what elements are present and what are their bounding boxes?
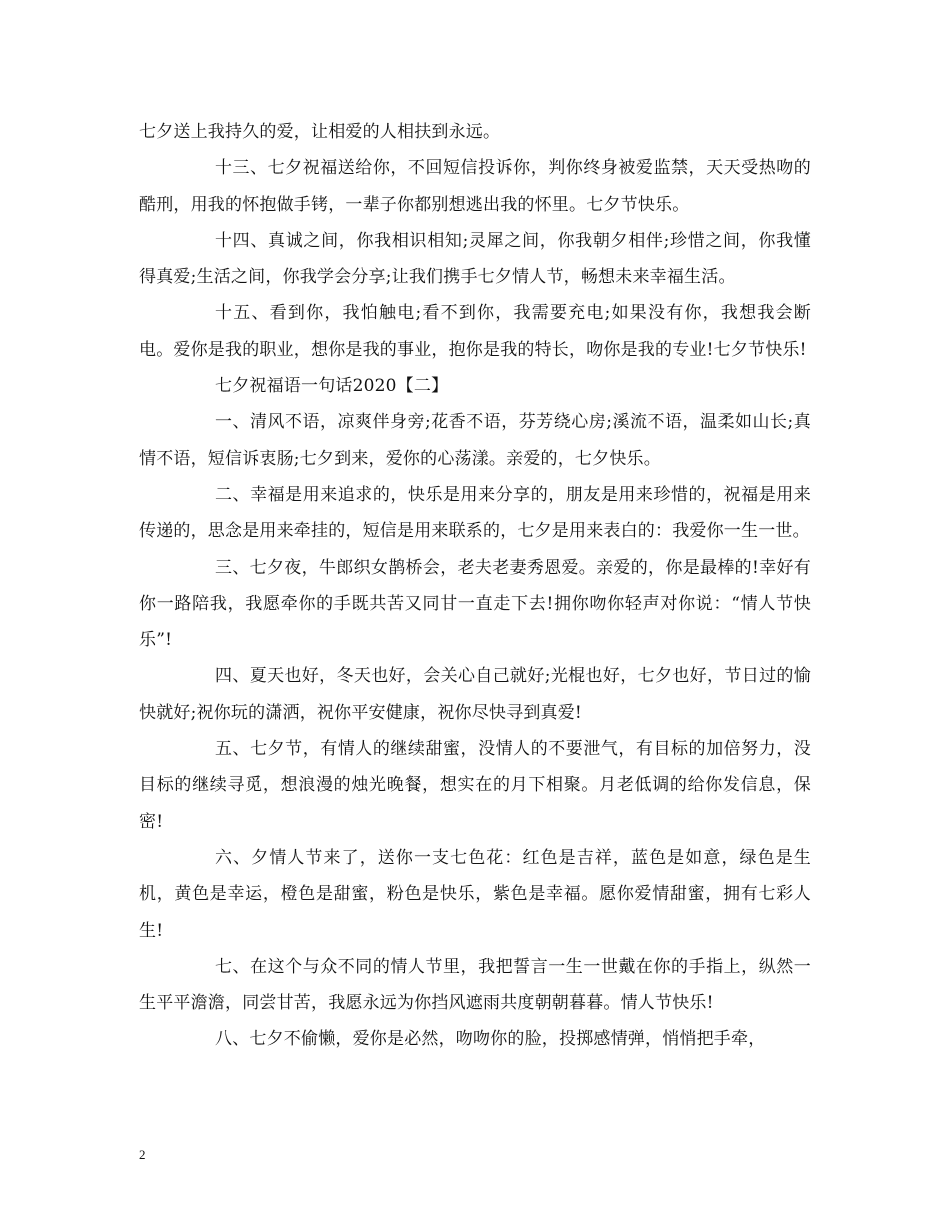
paragraph-13: 八、七夕不偷懒，爱你是必然，吻吻你的脸，投掷感情弹，悄悄把手牵， [215,1029,766,1050]
paragraph-3: 十四、真诚之间，你我相识相知;灵犀之间，你我朝夕相伴;珍惜之间，你我懂得真爱;生活之间，你我学会分享;让我们携手七夕情人节，畅想未来幸福生活。 [139,230,811,288]
paragraph-2: 十三、七夕祝福送给你，不回短信投诉你，判你终身被爱监禁，天天受热吻的酷刑，用我的怀抱做手铐，一辈子你都别想逃出我的怀里。七夕节快乐。 [139,158,811,215]
paragraph-6: 一、清风不语，凉爽伴身旁;花香不语，芬芳绕心房;溪流不语，温柔如山长;真情不语，短信诉衷肠;七夕到来，爱你的心荡漾。亲爱的，七夕快乐。 [139,412,811,469]
section-heading: 七夕祝福语一句话2020【二】 [215,376,449,397]
paragraph-8: 三、七夕夜，牛郎织女鹊桥会，老夫老妻秀恩爱。亲爱的，你是最棒的!幸好有你一路陪我，我愿牵你的手既共苦又同甘一直走下去!拥你吻你轻声对你说：“情人节快乐”! [139,557,811,651]
paragraph-7: 二、幸福是用来追求的，快乐是用来分享的，朋友是用来珍惜的，祝福是用来传递的，思念是用来牵挂的，短信是用来联系的，七夕是用来表白的：我爱你一生一世。 [139,484,811,542]
paragraph-10: 五、七夕节，有情人的继续甜蜜，没情人的不要泄气，有目标的加倍努力，没目标的继续寻觅，想浪漫的烛光晚餐，想实在的月下相聚。月老低调的给你发信息，保密! [139,739,811,832]
paragraph-4: 十五、看到你，我怕触电;看不到你，我需要充电;如果没有你，我想我会断电。爱你是我的职业，想你是我的事业，抱你是我的特长，吻你是我的专业!七夕节快乐! [139,303,811,360]
page-number: 2 [139,1147,146,1162]
paragraph-12: 七、在这个与众不同的情人节里，我把誓言一生一世戴在你的手指上，纵然一生平平澹澹，同尝甘苦，我愿永远为你挡风遮雨共度朝朝暮暮。情人节快乐! [139,956,811,1014]
paragraph-11: 六、夕情人节来了，送你一支七色花：红色是吉祥，蓝色是如意，绿色是生机，黄色是幸运，橙色是甜蜜，粉色是快乐，紫色是幸福。愿你爱情甜蜜，拥有七彩人生! [139,847,811,941]
document-body [139,114,811,1058]
paragraph-9: 四、夏天也好，冬天也好，会关心自己就好;光棍也好，七夕也好，节日过的愉快就好;祝你玩的潇洒，祝你平安健康，祝你尽快寻到真爱! [139,666,811,723]
paragraph-1: 七夕送上我持久的爱，让相爱的人相扶到永远。 [139,122,501,142]
